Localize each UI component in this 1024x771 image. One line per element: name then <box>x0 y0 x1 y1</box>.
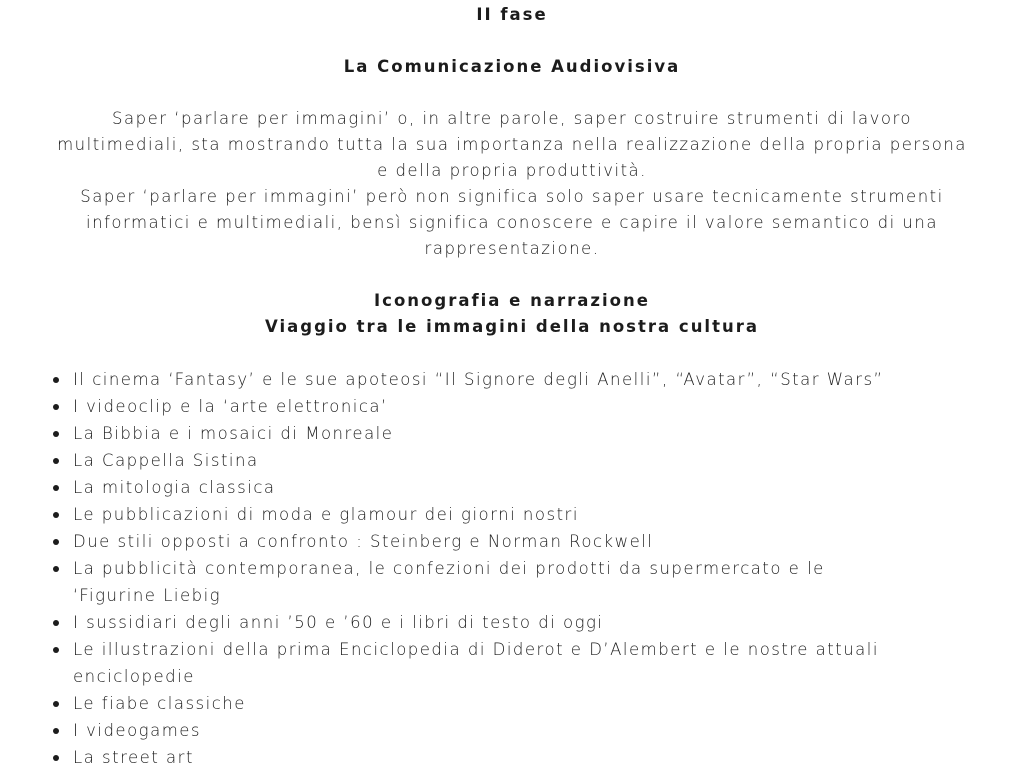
list-item <box>47 555 1007 609</box>
list-item-text: Le illustrazioni della prima Enciclopedia di Diderot e D’Alembert e le nostre attuali <box>73 640 879 659</box>
bullet-dot-icon <box>53 539 59 545</box>
bullet-dot-icon <box>53 431 59 437</box>
subsection-subtitle: Viaggio tra le immagini della nostra cultura <box>265 317 759 336</box>
list-item <box>47 501 1007 528</box>
list-item-text: ‘Figurine Liebig <box>73 586 222 605</box>
bullet-dot-icon <box>53 566 59 572</box>
list-item <box>47 420 1007 447</box>
bullet-dot-icon <box>53 512 59 518</box>
bullet-dot-icon <box>53 404 59 410</box>
bullet-dot-icon <box>53 647 59 653</box>
list-item <box>47 393 1007 420</box>
list-item-text: Due stili opposti a confronto : Steinberg e Norman Rockwell <box>73 532 654 551</box>
intro-paragraph <box>0 106 1024 184</box>
list-item <box>47 528 1007 555</box>
list-item-text: La Cappella Sistina <box>73 451 259 470</box>
list-item-text: enciclopedie <box>73 667 195 686</box>
phase-title: II fase <box>476 5 548 24</box>
second-paragraph <box>0 184 1024 262</box>
bullet-dot-icon <box>53 458 59 464</box>
paragraph-line: Saper ‘parlare per immagini’ però non significa solo saper usare tecnicamente strumenti <box>80 187 944 206</box>
list-item-text: Le pubblicazioni di moda e glamour dei giorni nostri <box>73 505 579 524</box>
subsection-title: Iconografia e narrazione <box>374 291 650 310</box>
paragraph-line: multimediali, sta mostrando tutta la sua importanza nella realizzazione della propria persona <box>57 135 967 154</box>
list-item <box>47 366 1007 393</box>
list-item <box>47 609 1007 636</box>
list-item-text: I videoclip e la ‘arte elettronica’ <box>73 397 388 416</box>
bullet-dot-icon <box>53 728 59 734</box>
bullet-dot-icon <box>53 755 59 761</box>
paragraph-line: Saper ‘parlare per immagini’ o, in altre parole, saper costruire strumenti di lavoro <box>112 109 912 128</box>
section-title: La Comunicazione Audiovisiva <box>343 57 681 76</box>
bullet-dot-icon <box>53 701 59 707</box>
list-item-text: I sussidiari degli anni ’50 e ’60 e i libri di testo di oggi <box>73 613 604 632</box>
bullet-dot-icon <box>53 620 59 626</box>
list-item-text: La Bibbia e i mosaici di Monreale <box>73 424 394 443</box>
paragraph-line: rappresentazione. <box>424 239 600 258</box>
list-item-text: La street art <box>73 748 194 767</box>
list-item-text: Le fiabe classiche <box>73 694 246 713</box>
list-item <box>47 717 1007 744</box>
list-item-text: La mitologia classica <box>73 478 276 497</box>
paragraph-line: e della propria produttività. <box>377 161 647 180</box>
list-item-text: La pubblicità contemporanea, le confezioni dei prodotti da supermercato e le <box>73 559 825 578</box>
list-item <box>47 744 1007 771</box>
topic-list <box>47 366 1007 771</box>
paragraph-line: informatici e multimediali, bensì significa conoscere e capire il valore semantico di una <box>86 213 938 232</box>
list-item <box>47 474 1007 501</box>
list-item <box>47 447 1007 474</box>
list-item <box>47 636 1007 690</box>
list-item <box>47 690 1007 717</box>
list-item-text: Il cinema ‘Fantasy’ e le sue apoteosi “Il Signore degli Anelli”, “Avatar”, “Star Wars” <box>73 370 884 389</box>
list-item-text: I videogames <box>73 721 202 740</box>
bullet-dot-icon <box>53 485 59 491</box>
bullet-dot-icon <box>53 377 59 383</box>
